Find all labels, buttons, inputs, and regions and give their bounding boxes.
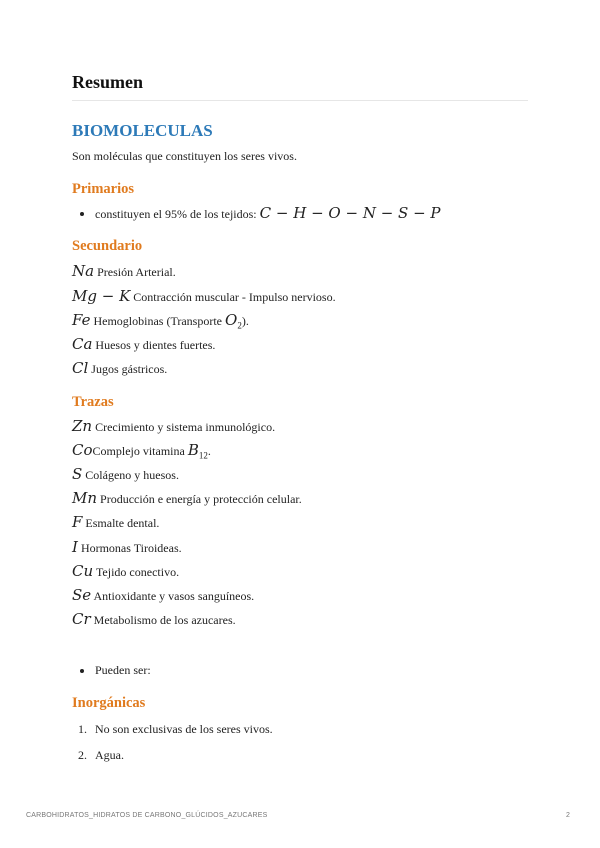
footer-doc-title: CARBOHIDRATOS_HIDRATOS DE CARBONO_GLÚCIDOS_AZUCARES [26,812,268,819]
math-inline: O [225,311,238,329]
punctuation: . [207,444,211,458]
secundario-item [72,360,167,377]
bullet-dot [80,669,84,673]
element-description: Hemoglobinas (Transporte [93,314,223,328]
element-description: Hormonas Tiroideas. [80,541,182,555]
secundario-item [72,263,176,280]
primarios-bullet-text: constituyen el 95% de los tejidos: [95,207,257,221]
element-symbol: S [72,465,83,483]
trazas-item [72,514,159,531]
element-description: Complejo vitamina [92,444,185,458]
element-description: Contracción muscular - Impulso nervioso. [133,290,336,304]
element-symbol: Mn [72,489,98,507]
secundario-item [72,336,215,353]
primarios-bullet [95,205,441,222]
inorganicas-heading: Inorgánicas [72,695,146,711]
primarios-heading: Primarios [72,181,135,197]
element-symbol: Ca [72,335,93,353]
element-symbol: Cu [72,562,94,580]
math-subscript: 12 [198,450,208,461]
math-inline: B [187,441,199,459]
trazas-heading: Trazas [72,394,114,410]
trazas-item [72,466,179,483]
trazas-item [72,539,182,556]
trazas-item [72,563,179,580]
trazas-item [72,490,302,507]
list-item: No son exclusivas de los seres vivos. [95,722,273,736]
trazas-item [72,587,254,604]
element-description: Tejido conectivo. [95,565,180,579]
secundario-item [72,288,336,305]
element-symbol: Se [72,586,92,604]
element-symbol: F [72,513,83,531]
element-symbol: Cl [72,359,89,377]
page-title: Resumen [72,72,143,92]
title-divider [72,100,528,101]
trazas-item [72,611,236,628]
element-description: Huesos y dientes fuertes. [95,338,216,352]
element-description: Producción e energía y protección celular. [100,492,302,506]
element-symbol: Na [72,262,95,280]
section-heading: BIOMOLECULAS [72,121,213,140]
element-description: Presión Arterial. [97,265,176,279]
secundario-item [72,312,249,333]
element-symbol: Cr [72,610,91,628]
list-number: 1. [78,722,87,736]
element-symbol: I [72,538,78,556]
element-description: Crecimiento y sistema inmunológico. [95,420,276,434]
secundario-heading: Secundario [72,238,143,254]
element-symbol: Zn [72,417,93,435]
element-symbol: Mg − K [72,287,131,305]
element-description: Metabolismo de los azucares. [93,613,236,627]
list-item: Agua. [95,748,124,762]
element-description: Jugos gástricos. [91,362,168,376]
element-symbol: Fe [72,311,91,329]
list-number: 2. [78,748,87,762]
section-intro: Son moléculas que constituyen los seres vivos. [72,149,297,163]
element-description: Antioxidante y vasos sanguíneos. [93,589,255,603]
pueden-bullet: Pueden ser: [95,663,151,677]
trazas-item [72,442,211,463]
bullet-dot [80,212,84,216]
element-description: Esmalte dental. [85,516,160,530]
element-symbol: Co [72,441,93,459]
math-subscript: 2 [237,320,242,331]
element-description: Colágeno y huesos. [85,468,179,482]
trazas-item [72,418,275,435]
punctuation: ). [241,314,249,328]
primarios-formula: C − H − O − N − S − P [259,204,441,222]
footer-page-number: 2 [566,812,570,819]
